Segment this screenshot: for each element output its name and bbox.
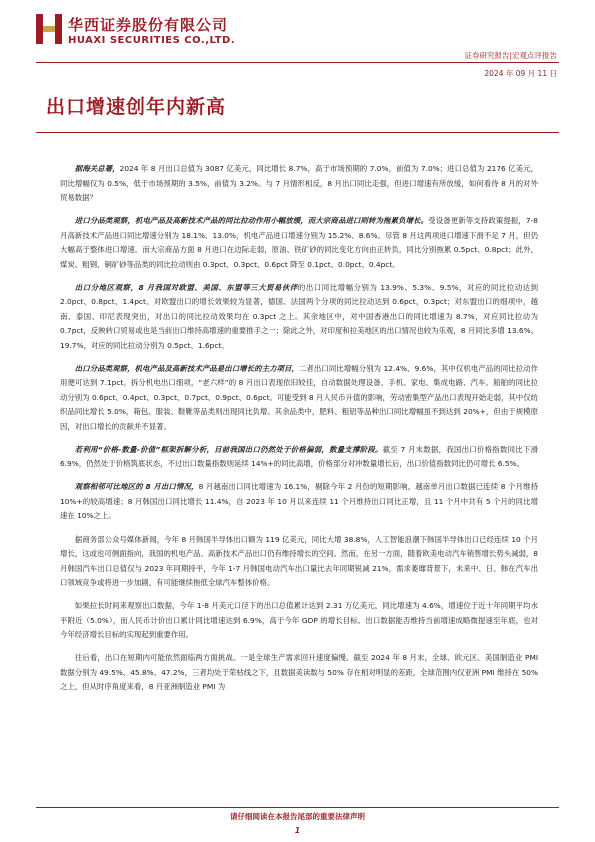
paragraph: [60, 162, 538, 206]
huaxi-logo-icon: [36, 14, 62, 44]
paragraph-text: 据商务部公众号媒体新闻，今年 8 月韩国半导体出口额为 119 亿美元，同比大增 38.8%，人工智能浪潮下韩国半导体出口已经连续 10 个月增长，这或也可侧面指向，我国的机电产品、高新技术产品出口仍有维持增长的空间。然而，在另一方面，随着欧美电动汽车销售增长势头减弱，8 月韩国汽车出口总值仅与 2023 年同期持平，今年 1-7 月韩国电动汽车出口量比去年同期锐减 21%，需求萎靡背景下，未来中、日、韩在汽车出口领域竞争或将进一步加剧，有可能继续拖低全球汽车整体价格。: [60, 534, 538, 588]
footer-divider: [36, 807, 559, 808]
paragraph-lead: 据海关总署，: [74, 164, 120, 173]
header-divider: [36, 62, 559, 63]
title-divider: [36, 132, 559, 133]
page-number: 1: [294, 826, 301, 835]
paragraph-text: 如果拉长时间来观察出口数据，今年 1-8 月美元口径下的出口总值累计达到 2.31 万亿美元，同比增速为 4.6%，增速位于近十年同期平均水平附近（5.0%），而人民币计价出口累计同比增速达到 6.9%，高于今年 GDP 的增长目标。出口数据能否维持当前增速成略微提速至年底，也对今年经济增长目标的实现起到重要作用。: [60, 601, 538, 640]
company-name-en: HUAXI SECURITIES CO.,LTD.: [68, 35, 236, 46]
report-body: [60, 162, 538, 703]
paragraph: [60, 480, 538, 524]
report-type: 证券研究报告|宏观点评报告: [464, 51, 557, 60]
paragraph-text: 二者出口同比增幅分别为 12.4%、9.6%，其中仅机电产品的同比拉动作用便可达到 7.1pct。拆分机电出口细项，“老六样”的 8 月出口表现依旧较佳，自动数据处理设备、手机、家电、集成电路、汽车、船舶的同比拉动分别为 0.6pct、0.4pct、0.3pct、0.7pct、0.9pct、0.6pct。可能受到 8 月人民币升值的影响，劳动密集型产品出口表现开始走弱，其中仅纺织品同比增长 5.0%，箱包、服装、鞋靴等品类则出现同比负增。其余品类中，肥料、粗铝等品种出口同比增幅虽不到达到 20%+，但由于规模原因，对出口增长的贡献并不显著。: [60, 363, 538, 431]
paragraph: [60, 533, 538, 591]
report-title: 出口增速创年内新高: [46, 96, 227, 118]
paragraph: [60, 443, 538, 472]
paragraph-text: 8 月越南出口同比增速为 16.1%，剔除今年 2 月份的短期影响，越南单月出口数据已连续 8 个月维持 10%+的较高增速；8 月韩国出口同比增长 11.4%，自 2023 年 10 月以来连续 11 个月维持出口同比正增，且 11 个月中共有 5 个月的同比增速在 10%之上。: [60, 482, 539, 521]
paragraph: [60, 362, 538, 435]
paragraph-lead: 出口分地区观察，8 月我国对欧盟、美国、东盟等三大贸易伙伴: [74, 282, 298, 292]
paragraph-lead: 进口分品类观察，机电产品及高新技术产品的同比拉动作用小幅放缓，而大宗商品进口则转为拖累负增长。: [74, 216, 429, 226]
paragraph-lead: 观察相邻可比地区的 8 月出口情况，: [74, 482, 199, 492]
report-date: 2024 年 09 月 11 日: [484, 69, 557, 78]
company-name-cn: 华西证券股份有限公司: [68, 16, 229, 34]
paragraph-text: 2024 年 8 月出口总值为 3087 亿美元，同比增长 8.7%，高于市场预期的 7.0%，前值为 7.0%；进口总值为 2176 亿美元，同比增幅仅为 0.5%，低于市场预期的 3.5%，前值为 3.2%。与 7 月情形相反，8 月出口同比走强，但进口增速有所放缓，如何看待 8 月的对外贸易数据？: [60, 164, 538, 202]
paragraph-text: 截至 7 月末数据，我国出口价格指数同比下滑 6.9%，仍然处于价格筑底状态，不过出口数量指数则延续 14%+的同比高增，价格部分对冲数量增长后，出口价值指数同比仍可增长 6.5%。: [60, 444, 538, 469]
paragraph-text: 受设备更新等支持政策提振，7-8 月高新技术产品进口同比增速分别为 18.1%、13.0%，机电产品进口增速分别为 15.2%、8.6%。尽管 8 月这两项进口增速下滑不足 7 月，但仍大幅高于整体进口增速。而大宗商品方面 8 月进口在边际走弱，原油、铁矿砂的同比变化方向由正转负，同比分别拖累 0.5pct、0.8pct；此外，煤炭、粗钢、铜矿砂等品类的同比拉动则由 0.3pct、0.3pct、0.6pct 降至 0.1pct、0.0pct、0.4pct。: [60, 216, 538, 269]
paragraph: [60, 599, 538, 643]
paragraph: [60, 281, 538, 354]
paragraph-text: 往后看，出口在短期内可能依然面临两方面挑战。一是全球生产需求回升速度偏慢。截至 2024 年 8 月末，全球、欧元区、美国制造业 PMI 数据分别为 49.5%、45.8%、47.2%，三者均处于荣枯线之下，且数据美读数与 50% 存在相对明显的差距，全球范围内仅亚洲 PMI 维持在 50%之上，但从时序角度来看，8 月亚洲制造业 PMI 为: [60, 653, 538, 692]
paragraph-lead: 出口分品类观察，机电产品及高新技术产品是出口增长的主力项目，: [74, 363, 299, 373]
paragraph: [60, 651, 538, 695]
paragraph-lead: 若利用“价格-数量-价值”框架拆解分析，目前我国出口仍然处于价格偏弱，数量支撑阶段。: [74, 444, 383, 454]
legal-disclaimer: 请仔细阅读在本报告尾部的重要法律声明: [230, 812, 365, 821]
paragraph-text: 的出口同比增幅分别为 13.9%、5.3%、9.5%，对应的同比拉动达到 2.0pct、0.8pct、1.4pct。对欧盟出口的增长效果较为显著，德国、法国两个分项的同比拉动达到 0.6pct，0.3pct；对东盟出口的细项中，越南、泰国、印尼表现突出，对出口的同比拉动效果均在 0.3pct 之上。其余地区中，对中国香港出口的同比增速为 8.7%，对应同比拉动为 0.7pct，反映转口贸易或也是当前出口维持高增速的重要推手之一；除此之外，对印度和拉美地区的出口情况也较为乐观，8 月同比多增 13.6%、19.7%，对应的同比拉动分别为 0.5pct、1.6pct。: [60, 282, 538, 350]
paragraph: [60, 214, 538, 272]
